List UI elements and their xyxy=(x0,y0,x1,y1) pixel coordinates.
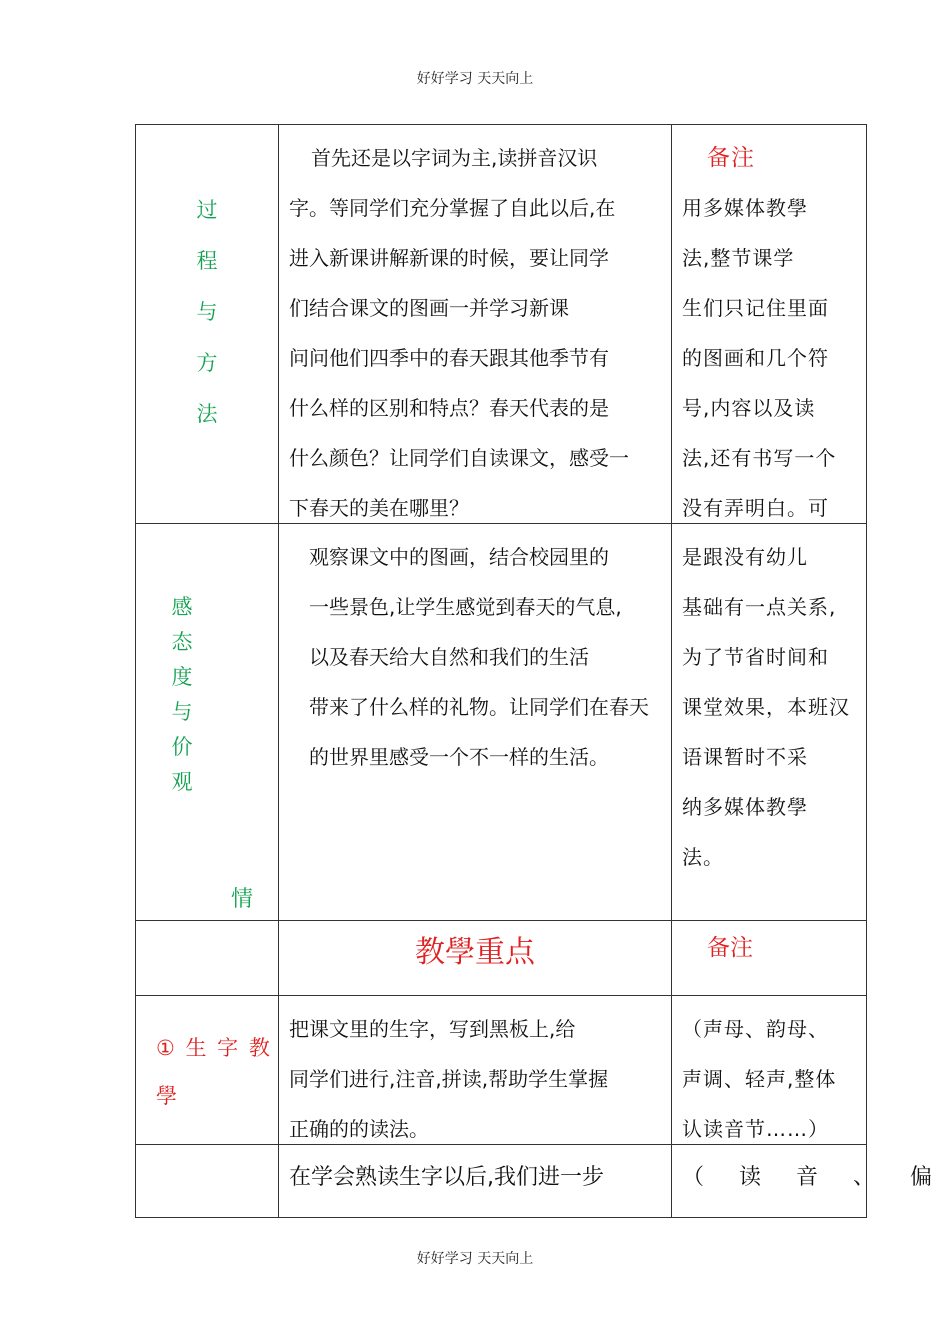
row-label-char: 法 xyxy=(196,402,218,426)
attitude-notes xyxy=(672,524,866,920)
process-content xyxy=(279,125,671,523)
notes-line: 的图画和几个符 xyxy=(682,346,829,370)
new-chars-notes xyxy=(672,996,866,1144)
notes-line: 号,内容以及读 xyxy=(682,396,816,420)
notes-line: 是跟没有幼儿 xyxy=(682,545,808,569)
row-label-char: 度 xyxy=(171,665,193,689)
row-label-char: 态 xyxy=(171,630,193,654)
next-step-notes xyxy=(672,1145,946,1217)
row-label-char: 方 xyxy=(196,351,218,375)
notes-line: 法,还有书写一个 xyxy=(682,446,837,470)
row-label-process xyxy=(136,125,278,523)
row-label-char: 与 xyxy=(196,300,218,324)
notes-line: 没有弄明白。可 xyxy=(682,496,829,520)
page-header: 好好学习 天天向上 xyxy=(416,71,534,87)
content-line: 字。等同学们充分掌握了自此以后,在 xyxy=(289,196,616,220)
table-row xyxy=(136,921,867,996)
notes-heading: 备注 xyxy=(707,935,753,961)
row-label-new-chars xyxy=(136,996,278,1144)
row-label-char: 过 xyxy=(196,198,218,222)
content-line: 什么颜色？让同学们自读课文，感受一 xyxy=(289,446,629,470)
content-line: 问问他们四季中的春天跟其他季节有 xyxy=(289,346,609,370)
process-notes xyxy=(672,125,866,523)
notes-line: 生们只记住里面 xyxy=(682,296,829,320)
content-line: 同学们进行,注音,拼读,帮助学生掌握 xyxy=(289,1067,609,1091)
notes-line: 用多媒体教學 xyxy=(682,196,808,220)
content-line: 首先还是以字词为主,读拼音汉识 xyxy=(311,146,598,170)
content-line: 进入新课讲解新课的时候，要让同学 xyxy=(289,246,609,270)
new-chars-content xyxy=(279,996,671,1144)
focus-title: 教學重点 xyxy=(415,935,535,970)
notes-line: 为了节省时间和 xyxy=(682,645,829,669)
table-row xyxy=(136,1145,867,1218)
new-chars-label: ① 生 字 教 學 xyxy=(156,1036,272,1108)
attitude-content xyxy=(279,524,671,920)
label-extra-char: 情 xyxy=(231,887,254,912)
content-line: 什么样的区别和特点？春天代表的是 xyxy=(289,396,609,420)
table-row xyxy=(136,524,867,921)
row-label-attitude xyxy=(136,524,278,920)
row-label-char: 程 xyxy=(196,249,218,273)
notes-line: 纳多媒体教學 xyxy=(682,795,808,819)
page-footer: 好好学习 天天向上 xyxy=(416,1251,534,1267)
lesson-plan-table xyxy=(135,124,946,1218)
notes-heading: 备注 xyxy=(707,145,755,171)
row-label-char: 价 xyxy=(171,735,193,759)
notes-line: 声调、轻声,整体 xyxy=(682,1067,837,1091)
content-line: 下春天的美在哪里？ xyxy=(289,496,469,520)
row-label-char: 感 xyxy=(171,595,193,619)
notes-line: （声母、韵母、 xyxy=(682,1017,829,1041)
next-step-content xyxy=(279,1145,671,1217)
content-line: 正确的的读法。 xyxy=(289,1117,429,1141)
content-line: 们结合课文的图画一并学习新课 xyxy=(289,296,569,320)
row-label-char: 观 xyxy=(171,770,193,794)
notes-line: 语课暂时不采 xyxy=(682,745,808,769)
notes-line: 认读音节……） xyxy=(682,1117,829,1141)
content-line: 观察课文中的图画，结合校园里的 xyxy=(309,545,609,569)
notes-line: 法。 xyxy=(682,845,724,869)
content-line: 在学会熟读生字以后,我们进一步 xyxy=(289,1165,604,1190)
content-line: 带来了什么样的礼物。让同学们在春天 xyxy=(309,695,649,719)
content-line: 的世界里感受一个不一样的生活。 xyxy=(309,745,609,769)
row-label-char: 与 xyxy=(171,700,193,724)
notes-line: 法,整节课学 xyxy=(682,246,795,270)
content-line: 一些景色,让学生感觉到春天的气息, xyxy=(309,595,622,619)
notes-line: （ 读 音 、 偏 xyxy=(682,1165,946,1190)
table-row xyxy=(136,996,867,1145)
table-row xyxy=(136,125,867,524)
content-line: 以及春天给大自然和我们的生活 xyxy=(309,645,589,669)
notes-line: 基础有一点关系, xyxy=(682,595,837,619)
notes-line: 课堂效果，本班汉 xyxy=(682,695,850,719)
content-line: 把课文里的生字，写到黑板上,给 xyxy=(289,1017,576,1041)
